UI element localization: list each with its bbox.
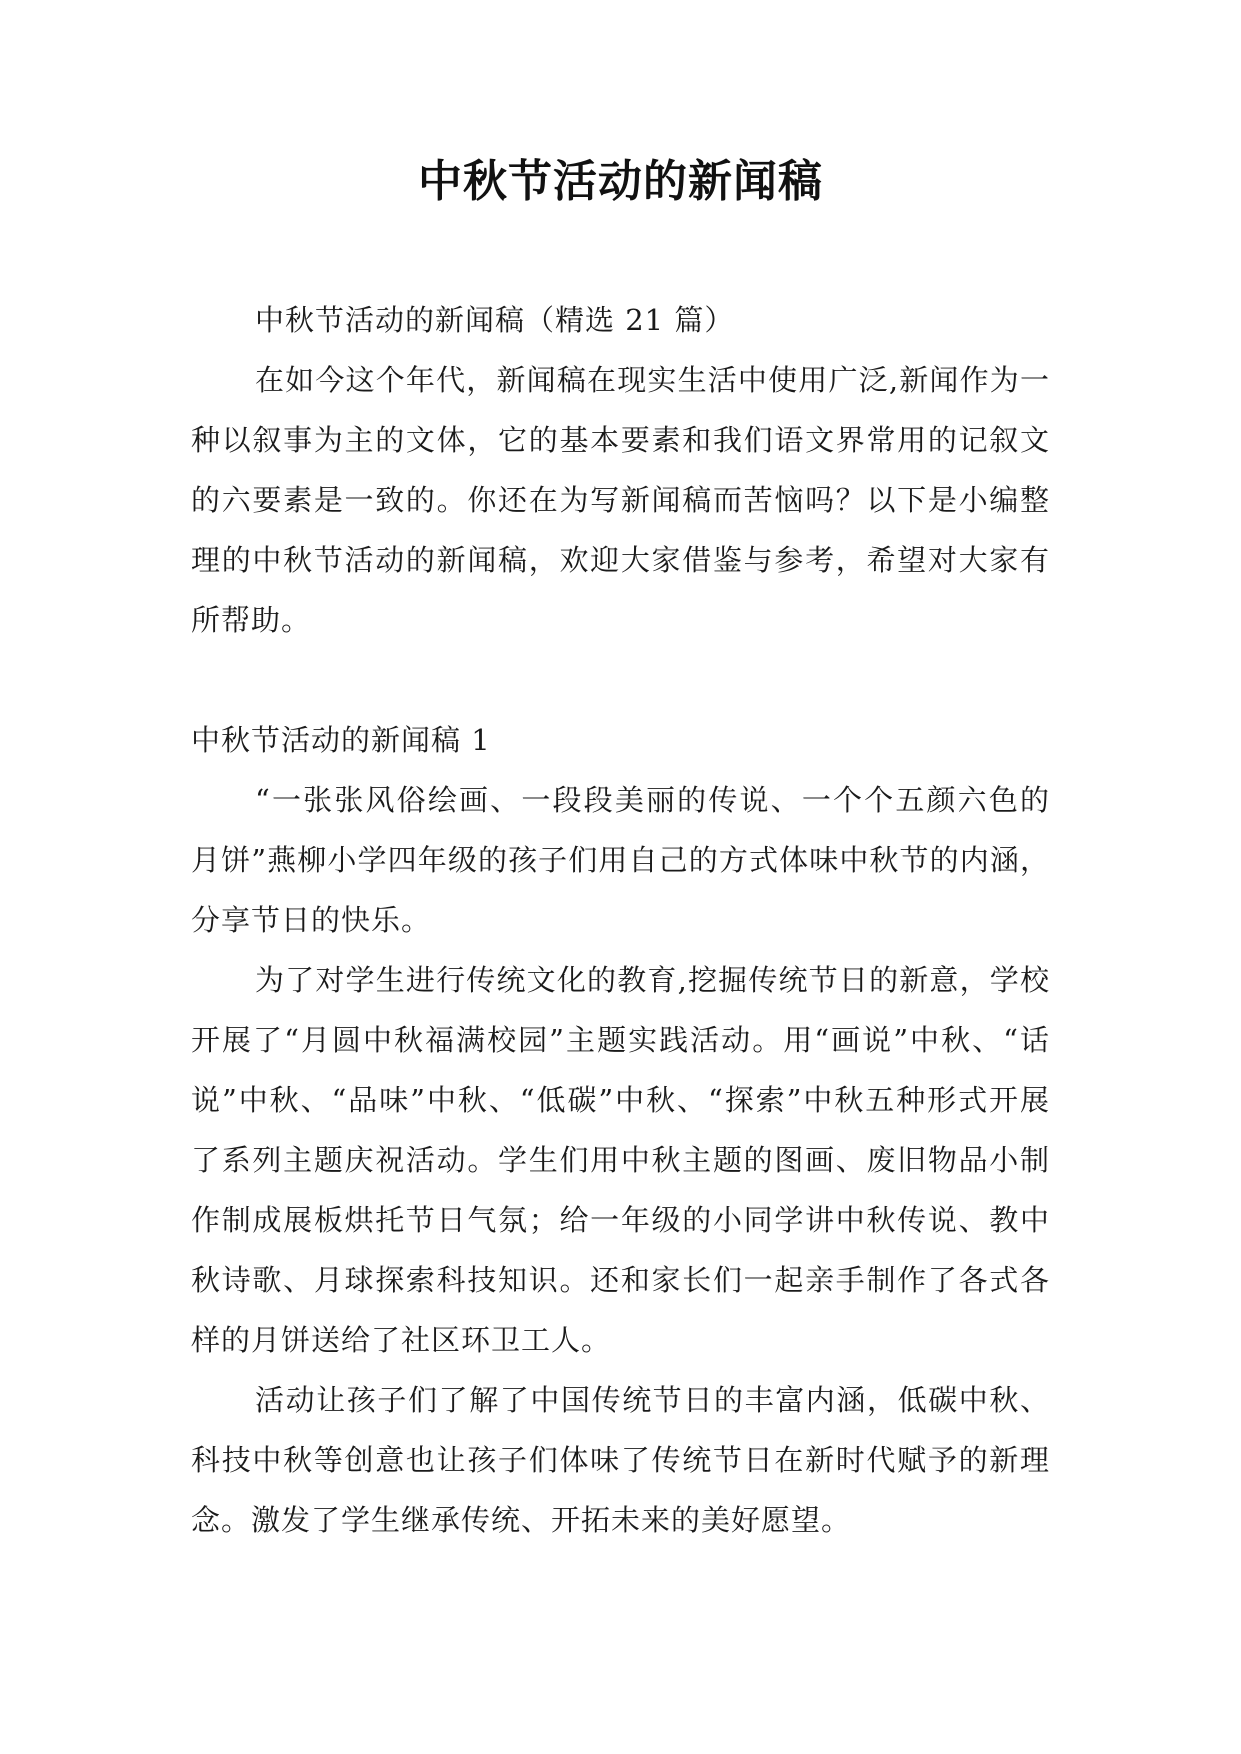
document-body <box>191 290 1050 1550</box>
intro-paragraph: 在如今这个年代，新闻稿在现实生活中使用广泛,新闻作为一种以叙事为主的文体，它的基本要素和我们语文界常用的记叙文的六要素是一致的。你还在为写新闻稿而苦恼吗？以下是小编整理的中秋节活动的新闻稿，欢迎大家借鉴与参考，希望对大家有所帮助。 <box>191 363 1050 637</box>
subtitle-paragraph: 中秋节活动的新闻稿（精选 21 篇） <box>255 303 735 337</box>
section-heading: 中秋节活动的新闻稿 1 <box>191 723 491 757</box>
body-paragraph: 活动让孩子们了解了中国传统节日的丰富内涵，低碳中秋、科技中秋等创意也让孩子们体味了传统节日在新时代赋予的新理念。激发了学生继承传统、开拓未来的美好愿望。 <box>191 1383 1050 1537</box>
body-paragraph: “一张张风俗绘画、一段段美丽的传说、一个个五颜六色的月饼”燕柳小学四年级的孩子们用自己的方式体味中秋节的内涵，分享节日的快乐。 <box>191 783 1050 937</box>
body-paragraph: 为了对学生进行传统文化的教育,挖掘传统节日的新意，学校开展了“月圆中秋福满校园”主题实践活动。用“画说”中秋、“话说”中秋、“品味”中秋、“低碳”中秋、“探索”中秋五种形式开展了系列主题庆祝活动。学生们用中秋主题的图画、废旧物品小制作制成展板烘托节日气氛；给一年级的小同学讲中秋传说、教中秋诗歌、月球探索科技知识。还和家长们一起亲手制作了各式各样的月饼送给了社区环卫工人。 <box>191 963 1050 1357</box>
document-title: 中秋节活动的新闻稿 <box>418 156 823 207</box>
